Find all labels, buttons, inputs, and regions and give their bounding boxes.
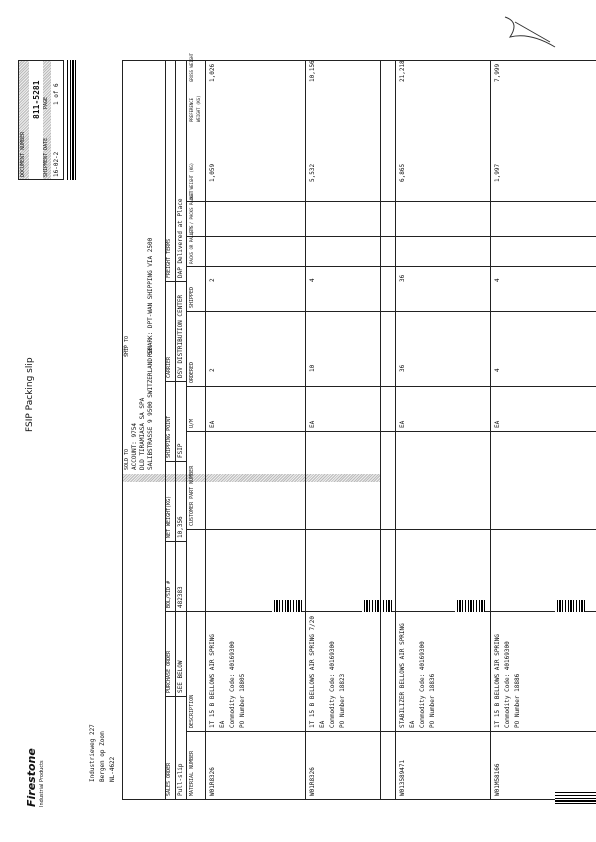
row-2-ordered: 10	[309, 364, 316, 372]
sold-to-account: ACCOUNT: 9754	[131, 423, 138, 470]
row-4-barcode	[555, 600, 585, 612]
row-1-net-weight: 1,059	[209, 163, 216, 182]
items-header-net-weight: NET WEIGHT (KG)	[189, 162, 194, 199]
row-1-desc-2: EA	[219, 720, 226, 728]
order-col-sep-4	[165, 461, 186, 462]
items-header-description: DESCRIPTION	[189, 694, 195, 728]
address-line-2: Bergen op Zoom	[99, 731, 106, 782]
doc-ref-value-1: 811-5281	[32, 80, 41, 119]
sold-to-label: SOLD TO	[124, 448, 130, 470]
doc-ref-value-3: 1 of 6	[53, 83, 60, 105]
doc-ref-label-2: SHIPMENT DATE	[43, 137, 49, 177]
order-header-freight: FREIGHT TERMS	[166, 238, 172, 278]
row-1-uom: EA	[209, 420, 216, 428]
items-header-qty-packs: QTY / PACKS PALLET	[189, 190, 194, 234]
order-info-mid	[175, 60, 176, 800]
order-col-sep-5	[165, 381, 186, 382]
row-4-uom: EA	[494, 420, 501, 428]
row-3-desc-4: PO Number 18836	[429, 673, 436, 728]
document-title: FSIP Packing slip	[25, 357, 35, 432]
items-header-ordered: ORDERED	[189, 361, 195, 383]
items-header-preference: PREFERENCE	[189, 97, 194, 122]
items-header-material: MATERIAL NUMBER	[189, 750, 195, 796]
row-2-desc-3: Commodity Code: 40169300	[329, 641, 336, 728]
material-barcode-4	[555, 792, 596, 804]
order-col-sep-6	[165, 281, 186, 282]
row-4-desc-3: PO Number 18886	[514, 673, 521, 728]
row-sep-2	[395, 60, 396, 800]
row-4-desc-1: 1T 15 B BELLOWS AIR SPRING	[494, 634, 501, 728]
order-header-shipping: SHIPPING POINT	[166, 415, 172, 458]
order-col-sep-3	[165, 541, 186, 542]
order-header-weight: NET WEIGHT(KG)	[166, 495, 172, 538]
order-header-po: PURCHASE ORDER	[166, 650, 172, 693]
row-4-material: W01M58166	[494, 763, 501, 796]
sold-to-name: DLD TIRAMIASA SA SPA	[139, 397, 146, 470]
row-2-barcode	[362, 600, 392, 612]
row-4-shipped: 4	[494, 278, 501, 282]
signature-scribble	[500, 12, 560, 52]
items-col-sep-3	[186, 529, 596, 530]
row-1-desc-3: Commodity Code: 40169300	[229, 641, 236, 728]
sold-to-shade	[123, 474, 380, 482]
row-1-desc-1: 1T 15 B BELLOWS AIR SPRING	[209, 634, 216, 728]
order-header-carrier: CARRIER	[166, 356, 172, 378]
items-header-weight: WEIGHT (KG)	[196, 95, 201, 122]
items-header-uom: U/M	[189, 418, 195, 428]
items-header-customer-part: CUSTOMER PART NUMBER	[189, 465, 195, 526]
doc-ref-box	[18, 60, 64, 180]
items-header-shipped: SHIPPED	[189, 286, 195, 308]
address-line-3: NL-4622	[109, 756, 116, 782]
doc-ref-value-2: 16-02-2	[53, 151, 60, 177]
row-1-ordered: 2	[209, 368, 216, 372]
row-sep-1	[305, 60, 306, 800]
row-3-gross-weight: 21,218	[399, 60, 406, 82]
order-value-shipping: FSIP	[177, 443, 184, 458]
items-col-sep-9	[186, 201, 596, 202]
order-header-sales: SALES ORDER	[166, 762, 172, 796]
items-col-sep-7	[186, 266, 596, 267]
order-header-bol: BOL/SID #	[166, 580, 172, 608]
row-3-net-weight: 6,865	[399, 163, 406, 182]
row-2-desc-2: EA	[319, 720, 326, 728]
company-logo-subtext: Industrial Products	[39, 760, 45, 807]
row-2-uom: EA	[309, 420, 316, 428]
order-value-weight: 10,356	[177, 516, 184, 538]
order-value-freight: DAP Delivered at Place	[177, 198, 184, 278]
row-4-ordered: 4	[494, 368, 501, 372]
row-3-barcode	[455, 600, 485, 612]
doc-ref-label-3: PAGE	[43, 96, 49, 109]
order-value-po: SEE BELOW	[177, 660, 184, 693]
items-col-sep-6	[186, 311, 596, 312]
order-value-carrier: DSV DISTRIBUTION CENTER	[177, 294, 184, 378]
row-1-gross-weight: 1,026	[209, 63, 216, 82]
row-1-barcode	[272, 600, 302, 612]
items-col-sep-1	[186, 731, 596, 732]
items-header-packs: PACKS OR PALLETS	[189, 225, 194, 264]
row-3-shipped: 36	[399, 274, 406, 282]
items-col-sep-4	[186, 431, 596, 432]
row-3-ordered: 36	[399, 364, 406, 372]
company-logo: Firestone	[25, 748, 38, 807]
items-col-sep-8	[186, 236, 596, 237]
row-2-desc-4: PO Number 18823	[339, 673, 346, 728]
row-2-gross-weight: 10,156	[309, 60, 316, 82]
row-3-uom: EA	[399, 420, 406, 428]
row-sep-3	[490, 60, 491, 800]
doc-barcode	[66, 60, 76, 180]
row-2-desc-1: 1T 15 B BELLOWS AIR SPRING 7/20	[309, 616, 316, 728]
sold-to-address: SALIBSTRASSE 9 9500 SWITZERLAND 56	[147, 347, 154, 470]
items-header-gross: GROSS WEIGHT	[189, 53, 194, 82]
items-header-bottom	[205, 60, 206, 800]
row-4-desc-2: Commodity Code: 40169300	[504, 641, 511, 728]
items-col-sep-5	[186, 386, 596, 387]
row-2-net-weight: 5,532	[309, 163, 316, 182]
row-4-net-weight: 1,997	[494, 163, 501, 182]
ship-to-remark: REMARK: DPT-WAN SHIPPING VIA 2500	[147, 237, 154, 357]
row-3-desc-3: Commodity Code: 40169300	[419, 641, 426, 728]
row-1-desc-4: PO Number 18805	[239, 673, 246, 728]
order-info-bottom	[186, 60, 187, 800]
row-2-material: W01R8326	[309, 767, 316, 796]
order-value-bol: 482383	[177, 586, 184, 608]
order-col-sep-2	[165, 611, 186, 612]
row-1-shipped: 2	[209, 278, 216, 282]
ship-to-label: SHIP TO	[124, 335, 130, 357]
row-3-desc-1: STABILIZER BELLOWS AIR SPRING	[399, 623, 406, 728]
row-1-material: W01R8326	[209, 767, 216, 796]
row-3-material: W013589471	[399, 759, 406, 796]
order-col-sep-1	[165, 696, 186, 697]
address-line-1: Industrieweg 227	[89, 724, 96, 782]
sold-ship-divider	[380, 60, 381, 800]
order-value-sales: Pull-slip	[177, 763, 184, 796]
row-4-gross-weight: 7,999	[494, 63, 501, 82]
row-3-desc-2: EA	[409, 720, 416, 728]
doc-ref-label-1: DOCUMENT NUMBER	[20, 131, 26, 177]
row-2-shipped: 4	[309, 278, 316, 282]
